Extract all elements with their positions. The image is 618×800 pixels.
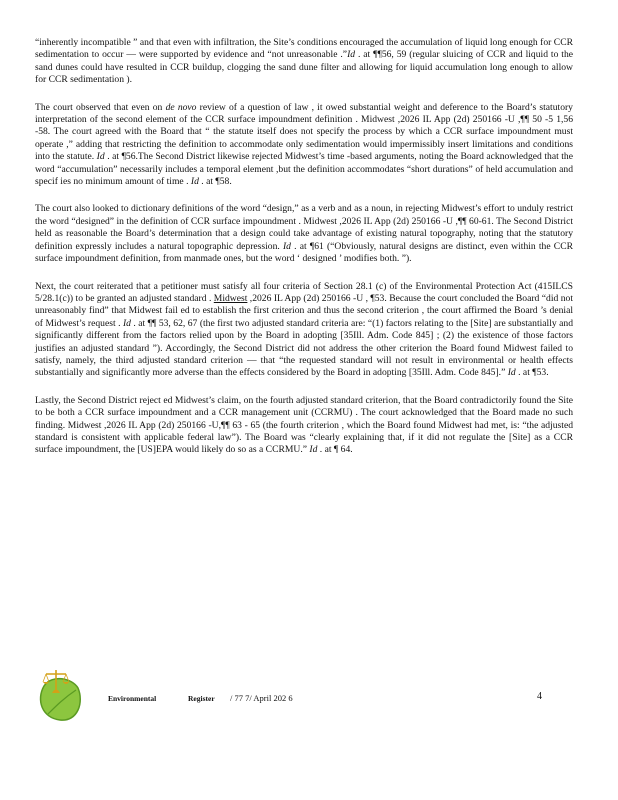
page-footer bbox=[34, 666, 554, 726]
text-run: “inherently incompatible ” and that even with infiltration, the Site’s conditions encouraged the accumulation of liquid long enough for CCR sedimentation to occur — were supported by evidence and “not unreasonable .” bbox=[35, 37, 573, 61]
leaf-scales-logo-icon bbox=[34, 666, 84, 722]
paragraph-4 bbox=[35, 281, 573, 380]
paragraph-2 bbox=[35, 102, 573, 189]
document-body bbox=[35, 37, 573, 472]
text-run: . at ¶¶56, 59 (regular sluicing of CCR and liquid to the sand dunes could have resulted in CCR buildup, clogging the sand dune filter and allowing for liquid accumulation long enough to allow for CCR sedimentation ). bbox=[35, 49, 574, 86]
text-run: The court observed that even on bbox=[35, 101, 166, 113]
text-run: review of a question of law , it owed substantial weight and deference to the Board’s statutory interpretation of the second element of the CCR surface impoundment definition . Midwest ,2026 IL App (2d) 250166 -U ,¶¶ 50 -5 1,56 -58. The court agreed with the Board that “ the statute itself does not specify the process by which a CCR surface impoundment must operate ,” adding that restricting the definition to accommodate only sedimentation would impermissibly insert limitations and conditions into the statute. bbox=[35, 101, 573, 163]
citation-id-italic: de novo bbox=[165, 101, 197, 113]
citation-id-italic: Id bbox=[122, 317, 131, 329]
text-run: . at ¶58. bbox=[198, 176, 232, 188]
citation-id-italic: Id bbox=[309, 444, 318, 456]
footer-register-label: Register bbox=[188, 694, 215, 703]
page-number: 4 bbox=[537, 691, 542, 702]
citation-id-italic: Id bbox=[282, 240, 291, 252]
text-run: . at ¶56.The Second District likewise rejected Midwest’s time -based arguments, noting the Board acknowledged that the word “accumulation” necessarily includes a temporal element ,but the definition accommodates “short durations” of held accumulation and specif ies no minimum amount of time . bbox=[35, 151, 573, 188]
text-run: ,2026 IL App (2d) 250166 -U , ¶53. Because the court concluded the Board “did not unreasonably find” that Midwest fail ed to establish the first criterion and thus the second criterion , the court affirmed the Board ’s denial of Midwest’s request . bbox=[35, 292, 573, 329]
paragraph-1 bbox=[35, 37, 573, 87]
text-run: Next, the court reiterated that a petitioner must satisfy all four criteria of Section 28.1 (c) of the Environmental Protection Act (415ILCS 5/28.1(c)) to be granted an adjusted standard . bbox=[35, 280, 573, 304]
text-run: . at ¶ 64. bbox=[317, 444, 353, 456]
text-run: . at ¶53. bbox=[515, 367, 549, 379]
paragraph-3 bbox=[35, 203, 573, 265]
citation-id-italic: Id bbox=[507, 367, 516, 379]
footer-volume-date: / 77 7/ April 202 6 bbox=[230, 693, 293, 703]
text-run: The court also looked to dictionary definitions of the word “design,” as a verb and as a noun, in rejecting Midwest’s effort to unduly restrict the word “designed” in the definition of CCR surface impoundment . Midwest ,2026 IL App (2d) 250166 -U ,¶¶ 60-61. The Second District held as reasonable the Board’s determination that a design could take advantage of existing natural topography, noting that the statutory definition expressly includes a natural topographic depression. bbox=[35, 203, 573, 252]
case-name-underlined: Midwest bbox=[213, 292, 248, 304]
paragraph-5 bbox=[35, 395, 573, 457]
footer-publication-name: Environmental bbox=[108, 694, 157, 703]
citation-id-italic: Id bbox=[96, 151, 105, 163]
citation-id-italic: Id bbox=[190, 176, 199, 188]
text-run: Lastly, the Second District reject ed Midwest’s claim, on the fourth adjusted standard criterion, that the Board contradictorily found the Site to be both a CCR surface impoundment and a CCR management unit (CCRMU) . The court acknowledged that the Board made no such finding. Midwest ,2026 IL App (2d) 250166 -U,¶¶ 63 - 65 (the fourth criterion , which the Board found Midwest had met, is: “the adjusted standard is consistent with applicable federal law”). The Board was “clearly explaining that, if it did not regulate the [Site] as a CCR surface impoundment, the [US]EPA would likely do so as a CCRMU.” bbox=[35, 394, 573, 456]
text-run: . at ¶¶ 53, 62, 67 (the first two adjusted standard criteria are: “(1) factors relating to the [Site] are substantially and significantly different from the factors relied upon by the Board in adopting [35Ill. Adm. Code 845] ; (2) the existence of those factors justifies an adjusted standard ”). Accordingly, the Second District did not address the other criterion the Board found Midwest failed to satisfy, namely, the third adjusted standard criterion — that “the requested standard will not result in environmental or health effects substantially and significantly more adverse than the effects considered by the Board in adopting [35Ill. Adm. Code 845].” bbox=[35, 317, 573, 379]
citation-id-italic: Id bbox=[347, 49, 356, 61]
text-run: . at ¶61 (“Obviously, natural designs are distinct, even within the CCR surface impoundment definition, from manmade ones, but the word ‘ designed ’ modifies both. ”). bbox=[35, 240, 573, 265]
